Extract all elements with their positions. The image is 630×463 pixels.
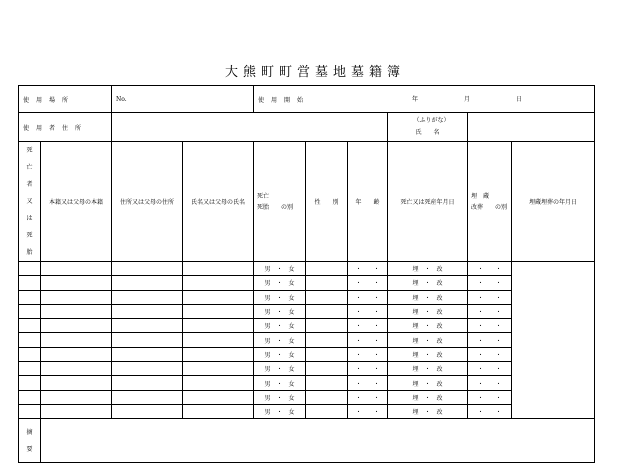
day-label: 日 (516, 96, 523, 103)
cell-burial-date[interactable]: ・ ・ (468, 347, 512, 361)
col-sex: 性 別 (306, 142, 348, 262)
cell-burial-date[interactable]: ・ ・ (468, 304, 512, 318)
cell-address[interactable] (41, 304, 112, 318)
cell-age[interactable] (306, 376, 348, 390)
cell-address[interactable] (41, 404, 112, 418)
cell-name[interactable] (112, 333, 183, 347)
table-row (19, 404, 595, 418)
cell-burial-date[interactable]: ・ ・ (468, 319, 512, 333)
cell-name[interactable] (112, 404, 183, 418)
cell-burial-date[interactable]: ・ ・ (468, 262, 512, 276)
cell-address[interactable] (41, 319, 112, 333)
year-label: 年 (412, 96, 419, 103)
cell-sex[interactable]: 男 ・ 女 (254, 262, 306, 276)
cell-death-type[interactable] (183, 362, 254, 376)
cell-death-type[interactable] (183, 319, 254, 333)
col-address: 住所又は父母の住所 (112, 142, 183, 262)
table-row (19, 276, 595, 290)
table-row (19, 362, 595, 376)
cell-death-date[interactable]: ・ ・ (348, 390, 388, 404)
remarks-field[interactable] (41, 419, 595, 463)
cell-burial-type[interactable]: 埋 ・ 改 (388, 362, 468, 376)
cell-burial-date[interactable]: ・ ・ (468, 362, 512, 376)
cell-honseki[interactable] (19, 376, 41, 390)
cell-address[interactable] (41, 333, 112, 347)
cell-sex[interactable]: 男 ・ 女 (254, 290, 306, 304)
entry-rows (19, 262, 595, 419)
cell-burial-type[interactable]: 埋 ・ 改 (388, 276, 468, 290)
cell-honseki[interactable] (19, 262, 41, 276)
deceased-label-char: 又 (26, 198, 33, 205)
deceased-label-char: 胎 (26, 249, 33, 256)
start-label: 使用開始 (258, 96, 311, 104)
cell-sex[interactable]: 男 ・ 女 (254, 404, 306, 418)
cell-honseki[interactable] (19, 333, 41, 347)
cell-death-date[interactable]: ・ ・ (348, 319, 388, 333)
cell-name[interactable] (112, 347, 183, 361)
cell-burial-type[interactable]: 埋 ・ 改 (388, 262, 468, 276)
cell-address[interactable] (41, 376, 112, 390)
start-date-field[interactable] (254, 86, 595, 113)
cell-age[interactable] (306, 262, 348, 276)
place-row (19, 86, 595, 113)
cell-death-date[interactable]: ・ ・ (348, 404, 388, 418)
cell-name[interactable] (112, 376, 183, 390)
month-label: 月 (464, 96, 471, 103)
cell-death-type[interactable] (183, 390, 254, 404)
cell-burial-type[interactable]: 埋 ・ 改 (388, 290, 468, 304)
col-burial-date: 埋蔵埋葬の年月日 (512, 142, 595, 262)
cell-burial-type[interactable]: 埋 ・ 改 (388, 304, 468, 318)
cell-honseki[interactable] (19, 404, 41, 418)
cell-death-type[interactable] (183, 333, 254, 347)
cell-death-type[interactable] (183, 404, 254, 418)
cell-honseki[interactable] (19, 390, 41, 404)
no-field[interactable] (112, 86, 254, 113)
cell-name[interactable] (112, 262, 183, 276)
deceased-label-char: 死 (26, 232, 33, 239)
cell-death-date[interactable]: ・ ・ (348, 347, 388, 361)
table-row (19, 376, 595, 390)
cell-age[interactable] (306, 404, 348, 418)
col-burial-type (468, 142, 512, 262)
cell-age[interactable] (306, 333, 348, 347)
user-address-field[interactable] (112, 113, 388, 142)
cell-burial-type[interactable]: 埋 ・ 改 (388, 404, 468, 418)
cell-honseki[interactable] (19, 276, 41, 290)
cell-death-date[interactable]: ・ ・ (348, 276, 388, 290)
cell-burial-type[interactable]: 埋 ・ 改 (388, 319, 468, 333)
cell-address[interactable] (41, 347, 112, 361)
deceased-label-char: 死 (26, 147, 33, 154)
cell-burial-date[interactable]: ・ ・ (468, 276, 512, 290)
table-row (19, 304, 595, 318)
cell-age[interactable] (306, 304, 348, 318)
cell-address[interactable] (41, 262, 112, 276)
remarks-label-char: 要 (26, 445, 33, 453)
table-row (19, 390, 595, 404)
cell-death-type[interactable] (183, 376, 254, 390)
col-death-date: 死亡又は死産年月日 (388, 142, 468, 262)
table-row (19, 262, 595, 276)
cell-name[interactable] (112, 304, 183, 318)
remarks-label-char: 摘 (26, 428, 33, 436)
remarks-label (19, 419, 41, 463)
cell-sex[interactable]: 男 ・ 女 (254, 347, 306, 361)
cell-name[interactable] (112, 319, 183, 333)
cell-name[interactable] (112, 390, 183, 404)
col-burial-type-line2: 改葬 の別 (471, 203, 508, 211)
cell-death-date[interactable]: ・ ・ (348, 262, 388, 276)
col-death-type-line2: 死胎 の別 (257, 203, 294, 211)
table-row (19, 290, 595, 304)
user-row (19, 113, 595, 142)
cell-burial-date[interactable]: ・ ・ (468, 290, 512, 304)
cell-burial-date[interactable]: ・ ・ (468, 390, 512, 404)
remarks-row (19, 419, 595, 463)
cell-death-type[interactable] (183, 304, 254, 318)
deceased-label-char: は (26, 215, 33, 222)
cell-burial-date[interactable]: ・ ・ (468, 404, 512, 418)
column-header-row (19, 142, 595, 262)
cell-name[interactable] (112, 276, 183, 290)
cell-honseki[interactable] (19, 304, 41, 318)
cell-sex[interactable]: 男 ・ 女 (254, 319, 306, 333)
cell-death-type[interactable] (183, 276, 254, 290)
cell-age[interactable] (306, 276, 348, 290)
col-honseki: 本籍又は父母の本籍 (41, 142, 112, 262)
cell-burial-date[interactable]: ・ ・ (468, 333, 512, 347)
cell-death-date[interactable]: ・ ・ (348, 304, 388, 318)
furigana-label: （ふりがな） (413, 117, 450, 124)
user-label: 使用者住所 (19, 113, 112, 142)
cell-sex[interactable]: 男 ・ 女 (254, 276, 306, 290)
deceased-section-label (19, 142, 41, 262)
cell-sex[interactable]: 男 ・ 女 (254, 376, 306, 390)
table-row (19, 319, 595, 333)
cell-burial-type[interactable]: 埋 ・ 改 (388, 376, 468, 390)
cell-name[interactable] (112, 290, 183, 304)
cell-age[interactable] (306, 347, 348, 361)
cell-death-date[interactable]: ・ ・ (348, 362, 388, 376)
no-label: No. (116, 95, 127, 103)
cell-burial-type[interactable]: 埋 ・ 改 (388, 333, 468, 347)
cell-age[interactable] (306, 319, 348, 333)
cell-death-type[interactable] (183, 262, 254, 276)
cell-sex[interactable]: 男 ・ 女 (254, 333, 306, 347)
col-burial-type-line1: 埋 蔵 (471, 192, 490, 200)
cell-death-type[interactable] (183, 347, 254, 361)
cell-death-date[interactable]: ・ ・ (348, 333, 388, 347)
cell-honseki[interactable] (19, 347, 41, 361)
cell-sex[interactable]: 男 ・ 女 (254, 390, 306, 404)
cell-honseki[interactable] (19, 319, 41, 333)
cell-death-type[interactable] (183, 290, 254, 304)
cell-burial-date[interactable]: ・ ・ (468, 376, 512, 390)
cell-address[interactable] (41, 290, 112, 304)
cell-age[interactable] (306, 290, 348, 304)
cell-sex[interactable]: 男 ・ 女 (254, 362, 306, 376)
cell-honseki[interactable] (19, 362, 41, 376)
page-title: 大熊町町営墓地墓籍簿 (224, 65, 405, 80)
col-age: 年 齢 (348, 142, 388, 262)
cell-age[interactable] (306, 362, 348, 376)
place-label: 使用場所 (19, 86, 112, 113)
table-row (19, 347, 595, 361)
table-row (19, 333, 595, 347)
cell-name[interactable] (112, 362, 183, 376)
cell-age[interactable] (306, 390, 348, 404)
deceased-label-char: 者 (26, 181, 33, 188)
register-table (18, 85, 595, 463)
cell-death-date[interactable]: ・ ・ (348, 376, 388, 390)
name-label: 氏 名 (415, 129, 440, 136)
cell-sex[interactable]: 男 ・ 女 (254, 304, 306, 318)
cell-address[interactable] (41, 276, 112, 290)
cell-death-date[interactable]: ・ ・ (348, 290, 388, 304)
cell-address[interactable] (41, 390, 112, 404)
cell-burial-type[interactable]: 埋 ・ 改 (388, 347, 468, 361)
col-death-type-line1: 死亡 (257, 192, 270, 200)
deceased-label-char: 亡 (26, 164, 33, 171)
user-name-field[interactable] (468, 113, 595, 142)
col-name: 氏名又は父母の氏名 (183, 142, 254, 262)
col-death-type (254, 142, 306, 262)
cell-burial-type[interactable]: 埋 ・ 改 (388, 390, 468, 404)
cell-honseki[interactable] (19, 290, 41, 304)
cell-address[interactable] (41, 362, 112, 376)
furigana-name-label (388, 113, 468, 142)
